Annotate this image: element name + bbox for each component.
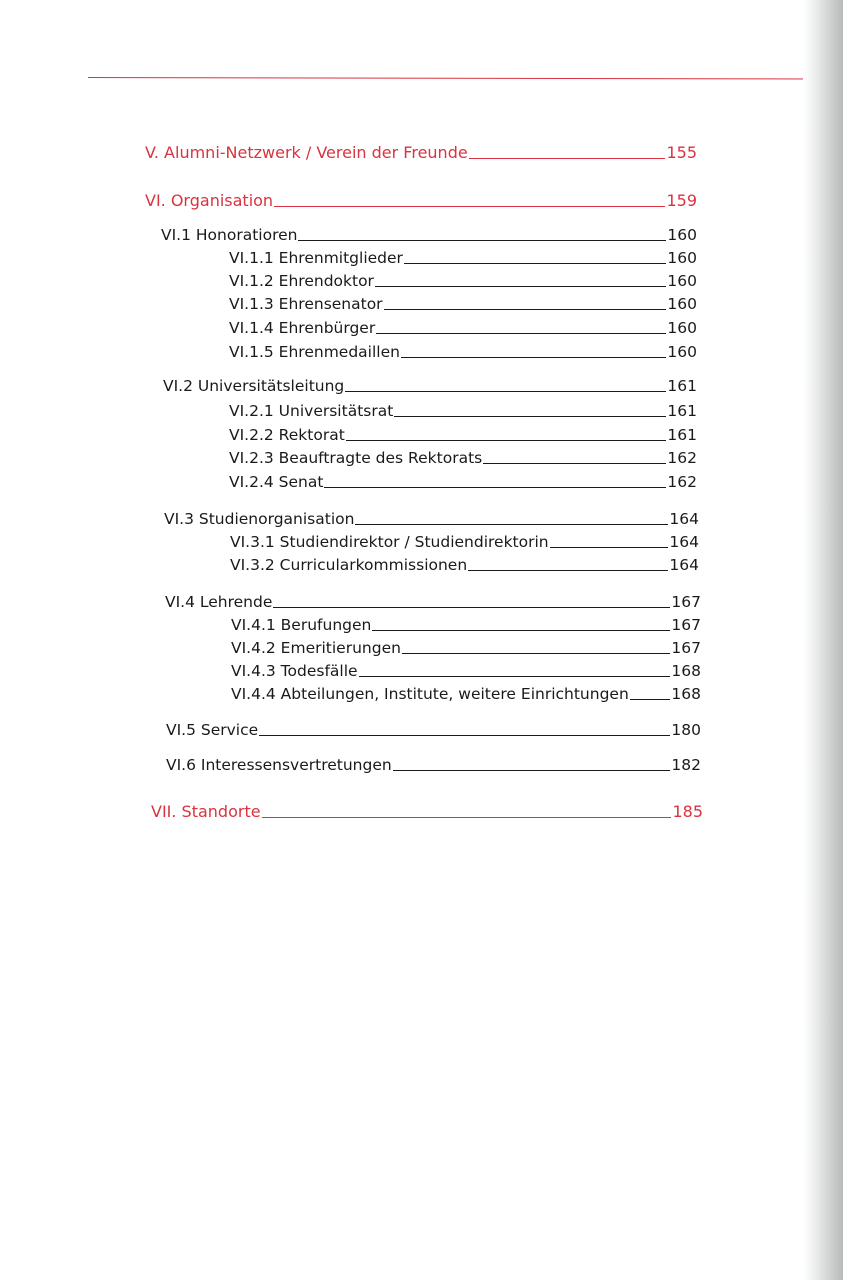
toc-page-number: 161: [667, 377, 697, 395]
toc-entry-lehrende: [165, 587, 701, 611]
toc-page-number: 164: [669, 533, 699, 551]
toc-entry-label: VI.1 Honoratioren: [161, 226, 298, 244]
toc-page-number: 167: [671, 593, 701, 611]
toc-entry-standorte: [151, 797, 703, 821]
toc-entry-label: VI.2.2 Rektorat: [229, 426, 345, 444]
toc-page-number: 180: [671, 721, 701, 739]
toc-entry-service: [166, 715, 701, 739]
toc-entry-interessensvertretungen: [166, 750, 701, 774]
toc-page-number: 160: [667, 249, 697, 267]
toc-page-number: 168: [671, 685, 701, 703]
toc-page-number: 164: [669, 510, 699, 528]
dot-leader: [372, 630, 670, 631]
dot-leader: [404, 263, 667, 264]
dot-leader: [298, 240, 666, 241]
dot-leader: [355, 524, 668, 525]
dot-leader: [324, 487, 666, 488]
dot-leader: [375, 286, 666, 287]
toc-entry-ehrendoktor: [229, 266, 697, 290]
dot-leader: [393, 770, 671, 771]
toc-entry-label: VI.1.5 Ehrenmedaillen: [229, 343, 400, 361]
toc-entry-label: V. Alumni-Netzwerk / Verein der Freunde: [145, 143, 468, 162]
dot-leader: [346, 440, 667, 441]
toc-page-number: 155: [666, 143, 697, 162]
dot-leader: [468, 570, 668, 571]
toc-page-number: 160: [667, 343, 697, 361]
toc-entry-alumni-netzwerk: [145, 138, 697, 162]
toc-entry-label: VI.1.4 Ehrenbürger: [229, 319, 376, 337]
toc-page-number: 185: [672, 802, 703, 821]
dot-leader: [376, 333, 666, 334]
toc-entry-label: VI.1.3 Ehrensenator: [229, 295, 383, 313]
toc-entry-label: VI.5 Service: [166, 721, 259, 739]
dot-leader: [262, 817, 672, 818]
toc-page-number: 160: [667, 295, 697, 313]
toc-page-number: 159: [666, 191, 697, 210]
dot-leader: [483, 463, 666, 464]
toc-entry-label: VI.3.1 Studiendirektor / Studiendirektorin: [230, 533, 549, 551]
dot-leader: [259, 735, 670, 736]
toc-page-number: 167: [671, 639, 701, 657]
toc-entry-label: VI.2.1 Universitätsrat: [229, 402, 394, 420]
toc-page-number: 167: [671, 616, 701, 634]
dot-leader: [401, 357, 666, 358]
toc-page-number: 160: [667, 272, 697, 290]
toc-entry-rektorat: [229, 420, 697, 444]
toc-page-number: 161: [667, 402, 697, 420]
toc-entry-curricularkommissionen: [230, 550, 699, 574]
toc-entry-honoratioren: [161, 220, 697, 244]
toc-entry-label: VI.2.3 Beauftragte des Rektorats: [229, 449, 483, 467]
toc-entry-ehrenbuerger: [229, 313, 697, 337]
toc-entry-label: VI.1.2 Ehrendoktor: [229, 272, 374, 290]
dot-leader: [359, 676, 671, 677]
dot-leader: [394, 416, 666, 417]
toc-page-number: 160: [667, 319, 697, 337]
toc-entry-ehrenmitglieder: [229, 243, 697, 267]
toc-entry-label: VII. Standorte: [151, 802, 261, 821]
book-gutter-shadow: [803, 0, 843, 1280]
toc-page-number: 160: [667, 226, 697, 244]
toc-entry-universitaetsleitung: [163, 371, 697, 395]
toc-entry-senat: [229, 467, 697, 491]
dot-leader: [274, 206, 665, 207]
toc-entry-organisation: [145, 186, 697, 210]
toc-entry-label: VI.3 Studienorganisation: [164, 510, 355, 528]
toc-page-number: 161: [667, 426, 697, 444]
dot-leader: [469, 158, 666, 159]
toc-entry-label: VI.1.1 Ehrenmitglieder: [229, 249, 403, 267]
toc-entry-label: VI.6 Interessensvertretungen: [166, 756, 392, 774]
dot-leader: [630, 699, 671, 700]
toc-entry-label: VI. Organisation: [145, 191, 274, 210]
toc-page-number: 182: [671, 756, 701, 774]
dot-leader: [273, 607, 670, 608]
toc-page-number: 168: [671, 662, 701, 680]
toc-entry-label: VI.3.2 Curricularkommissionen: [230, 556, 468, 574]
toc-entry-beauftragte-des-rektorats: [229, 443, 697, 467]
toc-entry-universitaetsrat: [229, 396, 697, 420]
toc-entry-label: VI.4.3 Todesfälle: [231, 662, 358, 680]
toc-page-number: 164: [669, 556, 699, 574]
toc-page-number: 162: [667, 473, 697, 491]
toc-entry-label: VI.4.4 Abteilungen, Institute, weitere Einrichtungen: [231, 685, 629, 703]
toc-entry-label: VI.4 Lehrende: [165, 593, 273, 611]
toc-entry-label: VI.2 Universitätsleitung: [163, 377, 345, 395]
toc-entry-studiendirektor: [230, 527, 699, 551]
dot-leader: [345, 391, 666, 392]
toc-entry-label: VI.2.4 Senat: [229, 473, 324, 491]
toc-entry-studienorganisation: [164, 504, 699, 528]
toc-entry-abteilungen: [231, 679, 701, 703]
toc-entry-ehrensenator: [229, 289, 697, 313]
toc-entry-berufungen: [231, 610, 701, 634]
dot-leader: [550, 547, 669, 548]
toc-entry-label: VI.4.2 Emeritierungen: [231, 639, 401, 657]
toc-entry-todesfaelle: [231, 656, 701, 680]
dot-leader: [402, 653, 670, 654]
toc-entry-emeritierungen: [231, 633, 701, 657]
toc-entry-ehrenmedaillen: [229, 337, 697, 361]
dot-leader: [384, 309, 667, 310]
toc-page-number: 162: [667, 449, 697, 467]
toc-entry-label: VI.4.1 Berufungen: [231, 616, 372, 634]
